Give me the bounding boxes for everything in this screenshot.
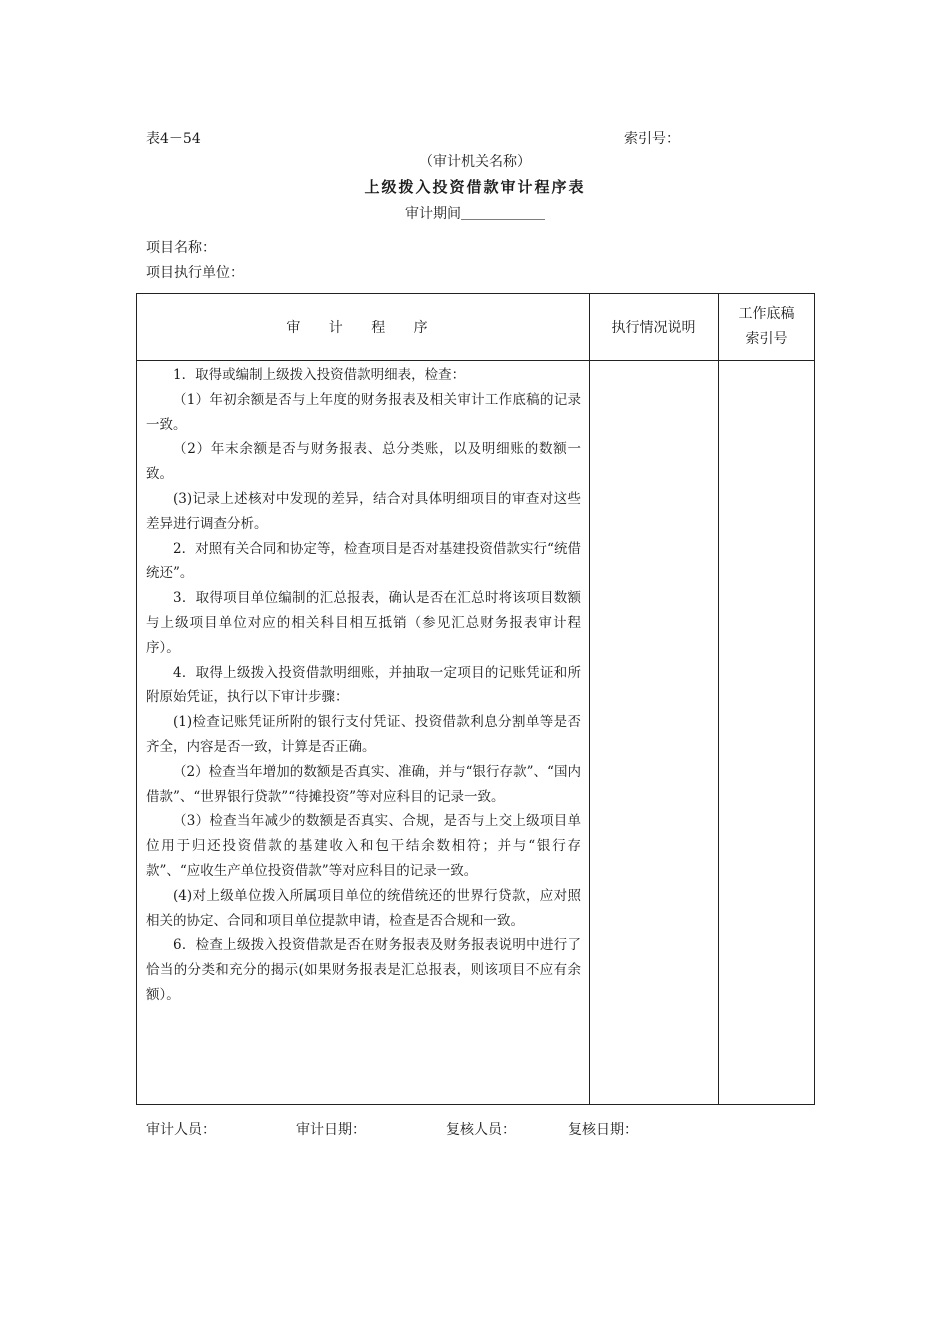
procedure-paragraph: 4．取得上级拨入投资借款明细账，并抽取一定项目的记账凭证和所附原始凭证，执行以下审计步骤： bbox=[146, 664, 581, 706]
audit-period: 审计期间＿＿＿＿＿＿ bbox=[405, 206, 545, 222]
procedure-paragraph: (3)记录上述核对中发现的差异，结合对具体明细项目的审查对这些差异进行调查分析。 bbox=[146, 490, 581, 532]
header-divider bbox=[137, 360, 814, 361]
form-number: 表4－54 bbox=[146, 131, 201, 147]
header-workpaper-line1: 工作底稿 bbox=[738, 306, 795, 322]
project-unit-label: 项目执行单位： bbox=[146, 265, 244, 281]
auditor-label: 审计人员： bbox=[146, 1122, 216, 1138]
procedure-steps bbox=[146, 363, 581, 1008]
procedure-paragraph: (4)对上级单位拨入所属项目单位的统借统还的世界行贷款，应对照相关的协定、合同和项目单位提款申请，检查是否合规和一致。 bbox=[146, 887, 581, 929]
procedure-paragraph: （2）检查当年增加的数额是否真实、准确，并与“银行存款”、“国内借款”、“世界银行贷款”“待摊投资”等对应科目的记录一致。 bbox=[146, 763, 581, 805]
audit-procedure-table bbox=[136, 293, 815, 1105]
reviewer-label: 复核人员： bbox=[446, 1122, 516, 1138]
procedure-paragraph: 2．对照有关合同和协定等，检查项目是否对基建投资借款实行“统借统还”。 bbox=[146, 540, 581, 582]
procedure-paragraph: （2）年末余额是否与财务报表、总分类账，以及明细账的数额一致。 bbox=[146, 441, 581, 483]
procedure-paragraph: （1）年初余额是否与上年度的财务报表及相关审计工作底稿的记录一致。 bbox=[146, 391, 581, 433]
procedure-paragraph: (1)检查记账凭证所附的银行支付凭证、投资借款利息分割单等是否齐全，内容是否一致，计算是否正确。 bbox=[146, 714, 581, 755]
procedure-paragraph: 6．检查上级拨入投资借款是否在财务报表及财务报表说明中进行了恰当的分类和充分的揭示(如果财务报表是汇总报表，则该项目不应有余额）。 bbox=[146, 937, 581, 1003]
audit-date-label: 审计日期： bbox=[296, 1122, 366, 1138]
document-title: 上级拨入投资借款审计程序表 bbox=[364, 178, 586, 196]
column-divider bbox=[718, 294, 719, 1104]
procedure-paragraph: 3．取得项目单位编制的汇总报表，确认是否在汇总时将该项目数额与上级项目单位对应的相关科目相互抵销（参见汇总财务报表审计程序）。 bbox=[146, 590, 581, 656]
review-date-label: 复核日期： bbox=[568, 1122, 638, 1138]
header-execution-notes: 执行情况说明 bbox=[611, 320, 696, 336]
audit-org-name: （审计机关名称） bbox=[419, 154, 531, 170]
procedure-paragraph: 1．取得或编制上级拨入投资借款明细表，检查： bbox=[173, 367, 466, 383]
header-workpaper-index bbox=[718, 294, 815, 360]
index-number-label: 索引号： bbox=[624, 131, 680, 147]
procedure-paragraph: （3）检查当年减少的数额是否真实、合规，是否与上交上级项目单位用于归还投资借款的基建收入和包干结余数相符；并与“银行存款”、“应收生产单位投资借款”等对应科目的记录一致。 bbox=[146, 813, 581, 879]
column-divider bbox=[589, 294, 590, 1104]
header-procedure: 审 计 程 序 bbox=[286, 320, 440, 336]
project-name-label: 项目名称： bbox=[146, 240, 216, 256]
header-workpaper-line2: 索引号 bbox=[745, 331, 788, 347]
